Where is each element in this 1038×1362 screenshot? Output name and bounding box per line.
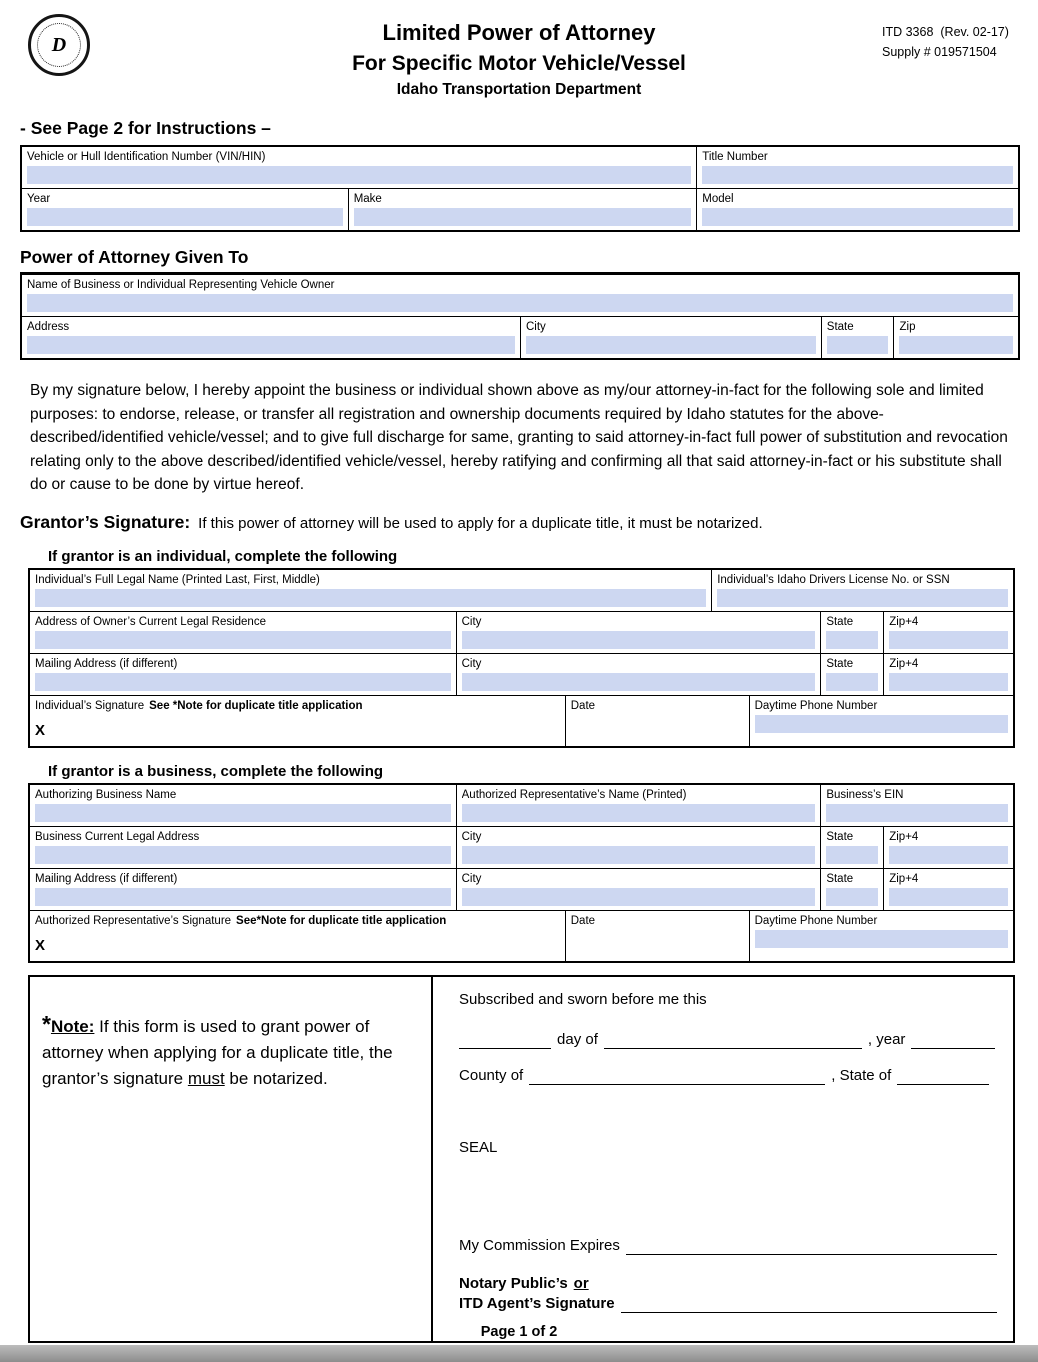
- poa-address-input[interactable]: [27, 336, 515, 354]
- biz-ein-field: [820, 785, 1013, 826]
- biz-city-field: [456, 827, 821, 868]
- ind-date-field: [565, 696, 749, 746]
- biz-address-input[interactable]: [35, 846, 451, 864]
- poa-city-field: [520, 317, 821, 358]
- header: [0, 0, 1038, 104]
- poa-address-label: Address: [27, 321, 70, 333]
- poa-name-label: Name of Business or Individual Representing Vehicle Owner: [27, 279, 335, 291]
- ind-phone-input[interactable]: [755, 715, 1008, 733]
- form-info: [882, 22, 1024, 62]
- ind-license-field: [711, 570, 1013, 611]
- biz-ein-label: Business’s EIN: [826, 788, 904, 801]
- biz-mailing-state-input[interactable]: [826, 888, 878, 906]
- biz-address-field: [30, 827, 456, 868]
- year-field: [22, 189, 348, 230]
- model-label: Model: [702, 193, 734, 205]
- note-text-before: If this form is used to grant power of attorney when applying for a duplicate title, the grantor’s signature: [42, 1016, 393, 1088]
- ind-phone-field: [749, 696, 1013, 746]
- page-number: Page 1 of 2: [480, 1324, 558, 1340]
- ind-mailing-city-field: [456, 654, 821, 695]
- form-number: ITD 3368: [882, 25, 934, 39]
- biz-mailing-label: Mailing Address (if different): [35, 872, 178, 885]
- ind-city-label: City: [461, 615, 482, 628]
- biz-phone-label: Daytime Phone Number: [754, 914, 878, 927]
- ind-state-field: [820, 612, 883, 653]
- day-blank[interactable]: [459, 1032, 551, 1049]
- poa-zip-field: [893, 317, 1018, 358]
- poa-state-input[interactable]: [827, 336, 889, 354]
- form-revision: (Rev. 02-17): [940, 25, 1009, 39]
- itd-logo-letter: D: [37, 23, 81, 67]
- department-name: Idaho Transportation Department: [396, 81, 642, 98]
- notary-day-line: [459, 1031, 997, 1049]
- biz-signature-area[interactable]: [35, 954, 560, 957]
- county-blank[interactable]: [529, 1068, 825, 1085]
- grantor-note: If this power of attorney will be used to apply for a duplicate title, it must be notarized.: [198, 514, 763, 532]
- biz-ein-input[interactable]: [826, 804, 1008, 822]
- agent-signature-line: [459, 1295, 997, 1313]
- business-row-2: [30, 826, 1013, 868]
- biz-city-label: City: [461, 830, 482, 843]
- individual-table: [28, 568, 1015, 748]
- make-input[interactable]: [354, 208, 692, 226]
- ind-mailing-city-input[interactable]: [462, 673, 816, 691]
- ind-address-field: [30, 612, 456, 653]
- note-text-after: be notarized.: [224, 1068, 328, 1088]
- title-number-label: Title Number: [702, 151, 768, 163]
- or-word: or: [573, 1274, 589, 1292]
- vehicle-row-2: [22, 188, 1018, 230]
- month-blank[interactable]: [604, 1032, 862, 1049]
- vehicle-table: [20, 145, 1020, 232]
- ind-license-input[interactable]: [717, 589, 1008, 607]
- ind-mailing-zip-input[interactable]: [889, 673, 1008, 691]
- vin-field: [22, 147, 696, 188]
- poa-heading: Power of Attorney Given To: [20, 247, 249, 267]
- biz-phone-field: [749, 911, 1013, 961]
- ind-state-input[interactable]: [826, 631, 878, 649]
- commission-blank[interactable]: [626, 1238, 997, 1255]
- biz-mailing-state-field: [820, 869, 883, 910]
- form-title: Limited Power of Attorney: [382, 20, 656, 45]
- ind-signature-note: See *Note for duplicate title application: [149, 699, 363, 712]
- biz-state-input[interactable]: [826, 846, 878, 864]
- form-number-line: [882, 22, 1024, 42]
- biz-signature-x: X: [35, 936, 46, 954]
- individual-row-2: [30, 611, 1013, 653]
- form-subtitle: For Specific Motor Vehicle/Vessel: [352, 52, 686, 75]
- ind-mailing-field: [30, 654, 456, 695]
- poa-city-label: City: [526, 321, 546, 333]
- note-label: Note:: [50, 1016, 95, 1036]
- ind-address-label: Address of Owner’s Current Legal Residence: [35, 615, 266, 628]
- ind-mailing-city-label: City: [461, 657, 482, 670]
- bottom-bar: [0, 1345, 1038, 1362]
- biz-mailing-state-label: State: [826, 872, 854, 885]
- model-field: [696, 189, 1018, 230]
- notary-public-label: Notary Public’s: [459, 1274, 568, 1292]
- county-of-label: County of: [459, 1066, 524, 1084]
- biz-date-field: [565, 911, 749, 961]
- biz-name-field: [30, 785, 456, 826]
- biz-date-area[interactable]: [571, 928, 744, 957]
- ind-zip-input[interactable]: [889, 631, 1008, 649]
- grantor-heading: Grantor’s Signature:: [20, 511, 191, 532]
- ind-signature-area[interactable]: [35, 739, 560, 742]
- itd-logo-icon: [28, 14, 90, 76]
- biz-zip-input[interactable]: [889, 846, 1008, 864]
- ind-signature-field: [30, 696, 565, 746]
- individual-row-1: [30, 570, 1013, 611]
- biz-rep-field: [456, 785, 821, 826]
- biz-mailing-city-label: City: [461, 872, 482, 885]
- ind-address-input[interactable]: [35, 631, 451, 649]
- poa-state-label: State: [826, 321, 854, 333]
- year-label: , year: [867, 1030, 906, 1048]
- poa-address-field: [22, 317, 520, 358]
- note-asterisk: *: [42, 1010, 51, 1037]
- ind-name-input[interactable]: [35, 589, 706, 607]
- agent-signature-blank[interactable]: [621, 1296, 997, 1313]
- ind-date-label: Date: [570, 699, 596, 712]
- instructions-note: - See Page 2 for Instructions –: [20, 118, 271, 138]
- biz-phone-input[interactable]: [755, 930, 1008, 948]
- title-number-input[interactable]: [702, 166, 1013, 184]
- biz-state-label: State: [826, 830, 854, 843]
- biz-name-input[interactable]: [35, 804, 451, 822]
- biz-mailing-city-input[interactable]: [462, 888, 816, 906]
- year-label: Year: [27, 193, 51, 205]
- ind-state-label: State: [826, 615, 854, 628]
- biz-mailing-field: [30, 869, 456, 910]
- make-field: [348, 189, 697, 230]
- agent-signature-label: ITD Agent’s Signature: [459, 1294, 615, 1312]
- ind-city-input[interactable]: [462, 631, 816, 649]
- poa-name-field: [22, 275, 1018, 316]
- business-row-1: [30, 785, 1013, 826]
- grantor-signature-line: [20, 512, 1038, 533]
- note-must-word: must: [187, 1068, 225, 1088]
- state-of-label: , State of: [831, 1066, 892, 1084]
- commission-line: [459, 1237, 997, 1255]
- commission-label: My Commission Expires: [459, 1236, 620, 1254]
- biz-zip-label: Zip+4: [889, 830, 919, 843]
- ind-signature-x: X: [35, 721, 46, 739]
- make-label: Make: [353, 193, 382, 205]
- ind-name-field: [30, 570, 711, 611]
- seal-line: [459, 1139, 997, 1157]
- notary-public-line: [459, 1275, 997, 1293]
- ind-mailing-state-input[interactable]: [826, 673, 878, 691]
- biz-signature-label: Authorized Representative’s Signature See*Note for duplicate title application: [35, 914, 447, 927]
- ind-mailing-state-field: [820, 654, 883, 695]
- biz-mailing-zip-label: Zip+4: [889, 872, 919, 885]
- ind-license-label: Individual’s Idaho Drivers License No. or SSN: [717, 573, 950, 586]
- ind-mailing-state-label: State: [826, 657, 854, 670]
- business-row-4: [30, 910, 1013, 961]
- day-of-label: day of: [557, 1030, 598, 1048]
- ind-zip-label: Zip+4: [889, 615, 919, 628]
- biz-name-label: Authorizing Business Name: [35, 788, 177, 801]
- appointment-paragraph: By my signature below, I hereby appoint the business or individual shown above as my/our attorney-in-fact for the following sole and limited purposes: to endorse, release, or transfer all registration and ownership documents required by Idaho statutes for the above-described/identified vehicle/vessel; and to give full discharge for same, granting to said attorney-in-fact full power of substitution and revocation relating only to the above described/identified vehicle/vessel, hereby ratifying and confirming all that said attorney-in-fact or his substitute shall do or cause to be done by virtue hereof.: [30, 382, 1008, 493]
- ind-phone-label: Daytime Phone Number: [754, 699, 878, 712]
- ind-mailing-input[interactable]: [35, 673, 451, 691]
- ind-mailing-zip-field: [883, 654, 1013, 695]
- individual-row-4: [30, 695, 1013, 746]
- individual-row-3: [30, 653, 1013, 695]
- business-row-3: [30, 868, 1013, 910]
- biz-signature-field: [30, 911, 565, 961]
- business-table: [28, 783, 1015, 963]
- poa-row-1: [22, 275, 1018, 316]
- duplicate-title-note: [30, 977, 433, 1341]
- ind-signature-label: Individual’s Signature See *Note for duplicate title application: [35, 699, 363, 712]
- title-number-field: [696, 147, 1018, 188]
- poa-state-field: [821, 317, 894, 358]
- biz-mailing-city-field: [456, 869, 821, 910]
- poa-city-input[interactable]: [526, 336, 816, 354]
- biz-city-input[interactable]: [462, 846, 816, 864]
- biz-date-label: Date: [570, 914, 596, 927]
- ind-date-area[interactable]: [571, 713, 744, 742]
- year-input[interactable]: [27, 208, 343, 226]
- biz-rep-label: Authorized Representative’s Name (Printed): [461, 788, 687, 801]
- ind-zip-field: [883, 612, 1013, 653]
- biz-mailing-zip-field: [883, 869, 1013, 910]
- biz-zip-field: [883, 827, 1013, 868]
- poa-zip-label: Zip: [899, 321, 916, 333]
- vin-input[interactable]: [27, 166, 691, 184]
- state-blank[interactable]: [897, 1068, 989, 1085]
- vin-label: Vehicle or Hull Identification Number (VIN/HIN): [27, 151, 266, 163]
- biz-mailing-input[interactable]: [35, 888, 451, 906]
- biz-state-field: [820, 827, 883, 868]
- biz-mailing-zip-input[interactable]: [889, 888, 1008, 906]
- poa-zip-input[interactable]: [899, 336, 1013, 354]
- ind-name-label: Individual’s Full Legal Name (Printed Last, First, Middle): [35, 573, 320, 586]
- note-notary-box: [28, 975, 1015, 1343]
- business-heading: If grantor is a business, complete the following: [48, 762, 384, 780]
- sworn-text: Subscribed and sworn before me this: [459, 990, 707, 1008]
- sworn-line: [459, 991, 997, 1009]
- seal-label: SEAL: [459, 1138, 498, 1156]
- notary-section: [433, 977, 1013, 1341]
- supply-number: Supply # 019571504: [882, 45, 997, 59]
- model-input[interactable]: [702, 208, 1013, 226]
- poa-row-2: [22, 316, 1018, 358]
- year-blank[interactable]: [911, 1032, 995, 1049]
- poa-name-input[interactable]: [27, 294, 1013, 312]
- poa-table: [20, 272, 1020, 360]
- ind-city-field: [456, 612, 821, 653]
- biz-address-label: Business Current Legal Address: [35, 830, 200, 843]
- notary-county-line: [459, 1067, 997, 1085]
- individual-heading: If grantor is an individual, complete the following: [48, 547, 398, 565]
- biz-signature-note: See*Note for duplicate title application: [236, 914, 447, 927]
- biz-rep-input[interactable]: [462, 804, 816, 822]
- ind-mailing-zip-label: Zip+4: [889, 657, 919, 670]
- vehicle-row-1: [22, 147, 1018, 188]
- ind-mailing-label: Mailing Address (if different): [35, 657, 178, 670]
